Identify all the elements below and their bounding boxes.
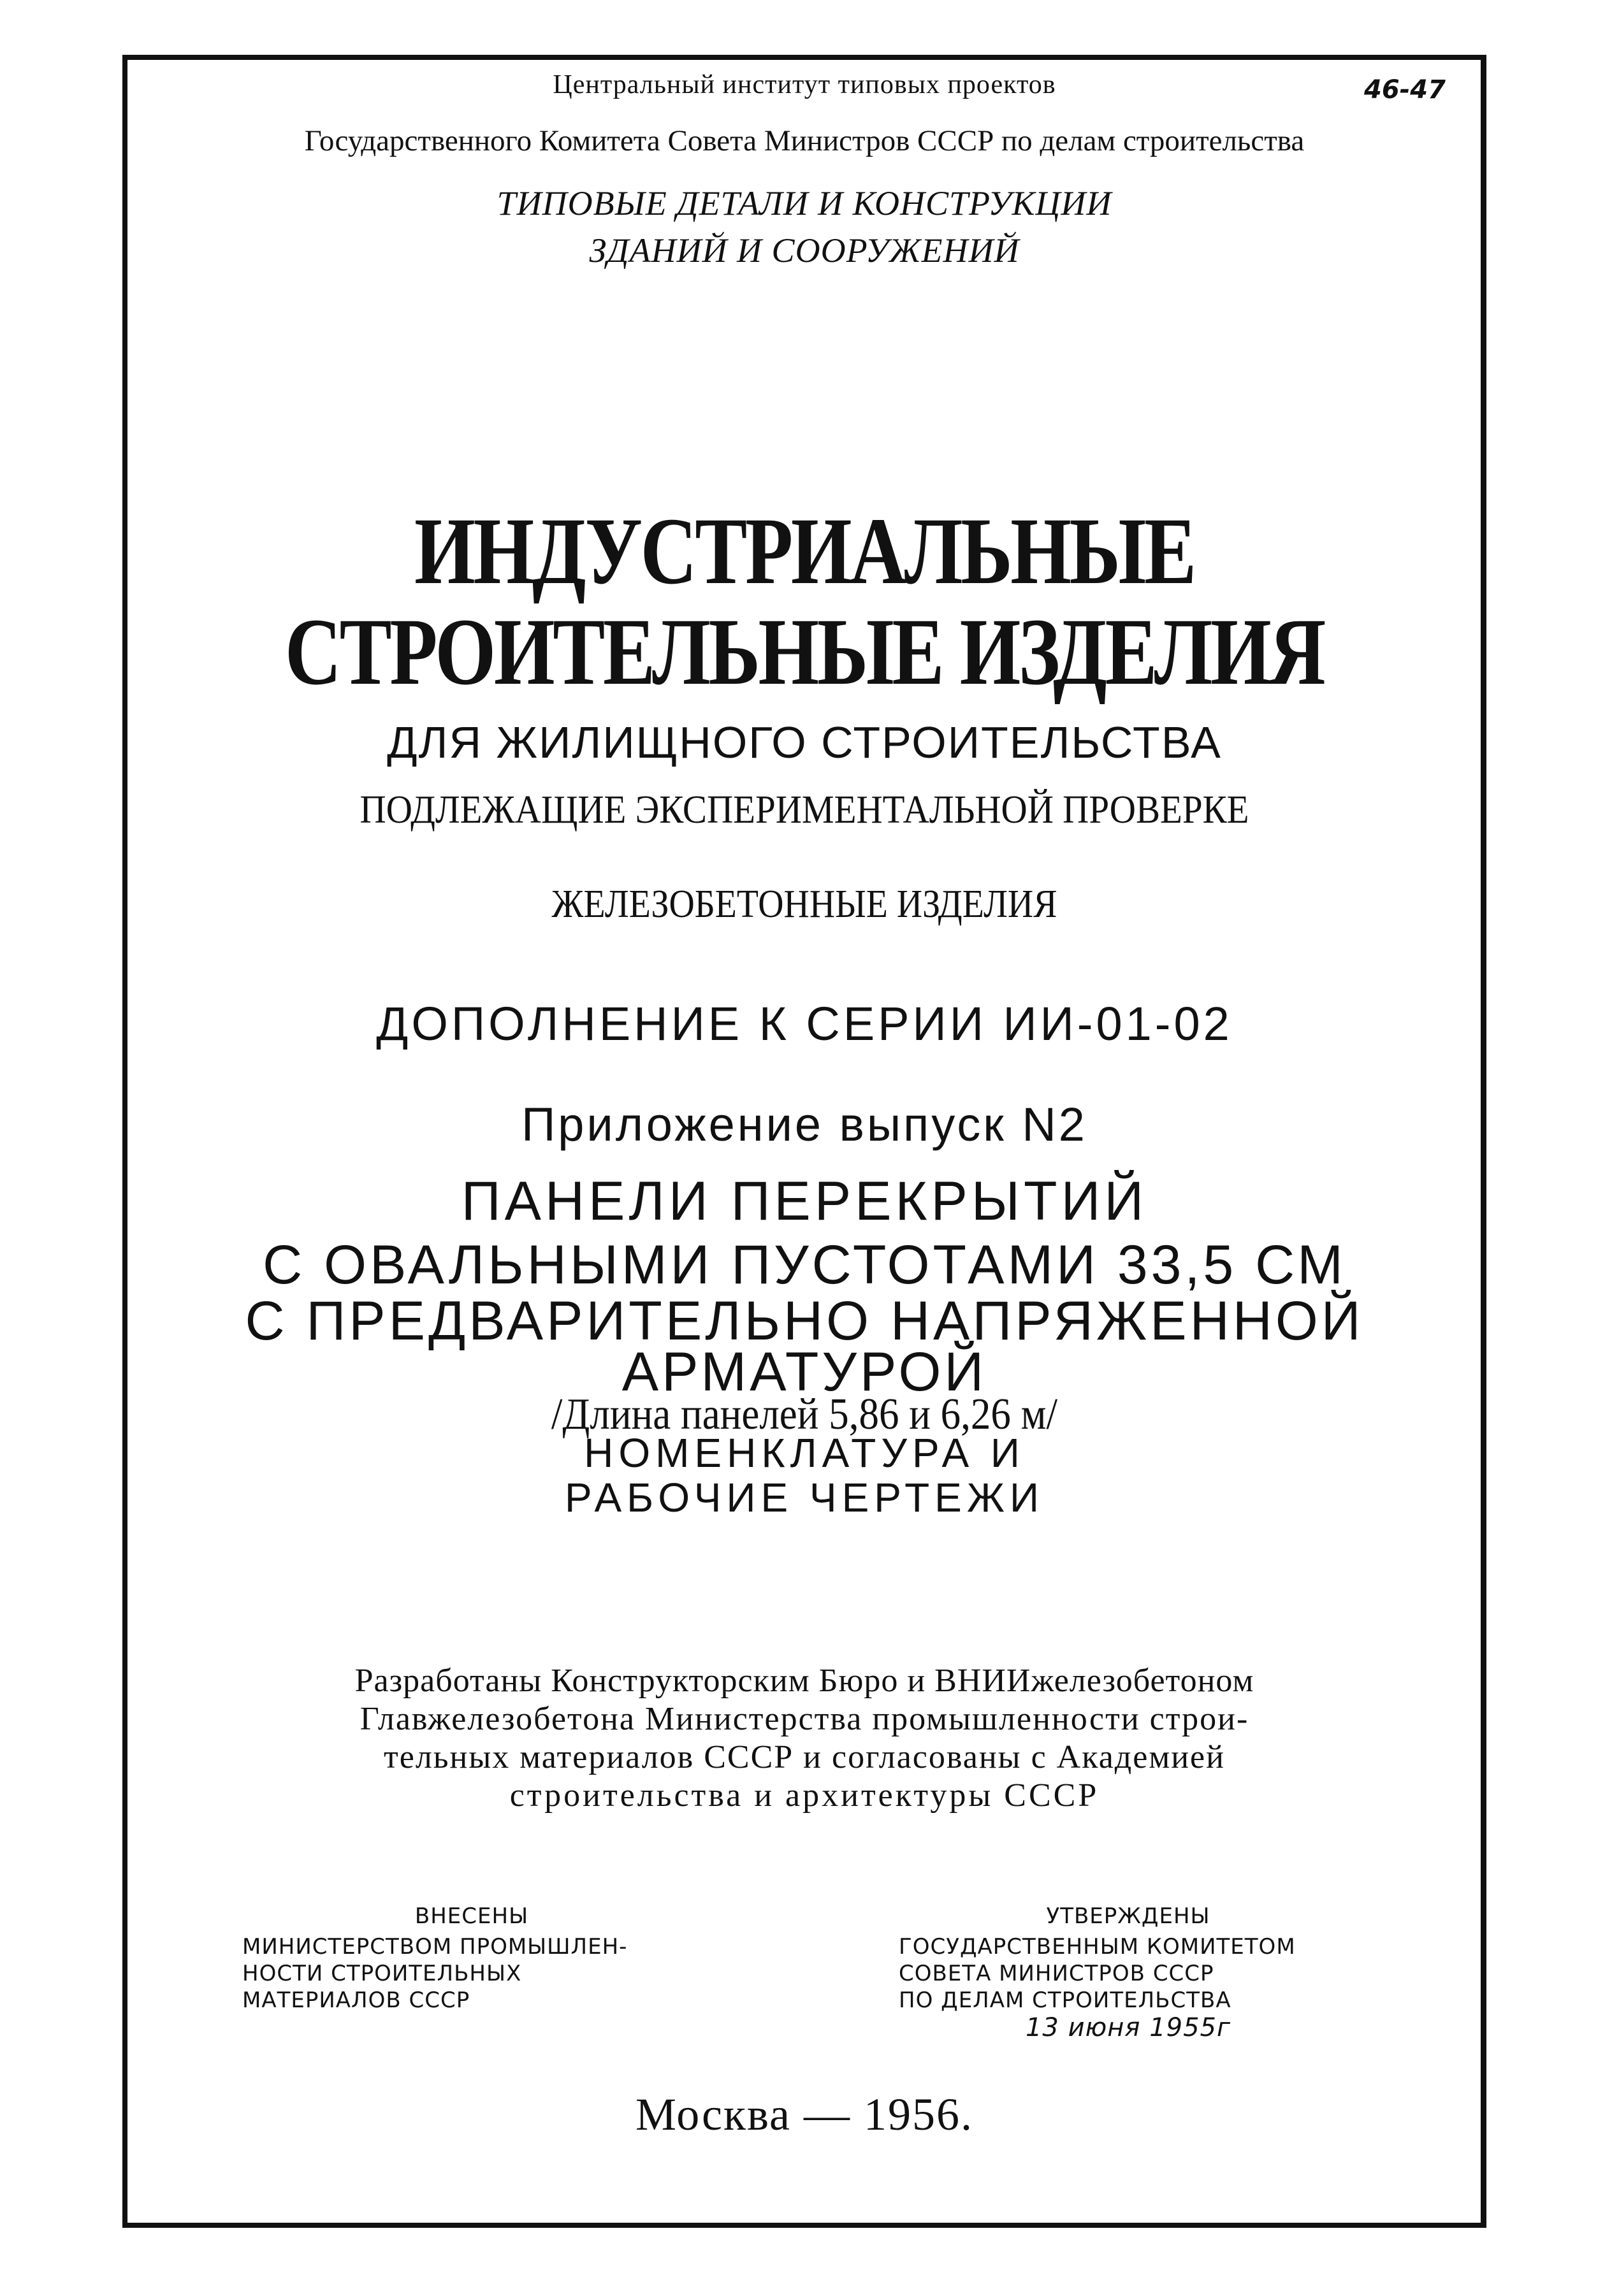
approved-block <box>899 1905 1358 2040</box>
approved-line-2: СОВЕТА МИНИСТРОВ СССР <box>899 1961 1214 1986</box>
subtitle-line-2: ПОДЛЕЖАЩИЕ ЭКСПЕРИМЕНТАЛЬНОЙ ПРОВЕРКЕ <box>359 788 1249 832</box>
submitted-line-3: МАТЕРИАЛОВ СССР <box>242 1988 470 2013</box>
subject-line-1: ТИПОВЫЕ ДЕТАЛИ И КОНСТРУКЦИИ <box>497 184 1112 222</box>
developed-by-line-2: Главжелезобетона Министерства промышленности строи- <box>359 1701 1249 1737</box>
product-line-1: ПАНЕЛИ ПЕРЕКРЫТИЙ <box>461 1171 1148 1232</box>
place-and-year: Москва — 1956. <box>635 2089 973 2140</box>
sheet-number: 46-47 <box>1364 75 1446 105</box>
main-title-line-2: СТРОИТЕЛЬНЫЕ ИЗДЕЛИЯ <box>285 599 1324 705</box>
appendix-title: Приложение выпуск N2 <box>521 1098 1087 1151</box>
product-line-5: /Длина панелей 5,86 и 6,26 м/ <box>551 1390 1058 1439</box>
submitted-heading: ВНЕСЕНЫ <box>414 1903 529 1929</box>
submitted-line-1: МИНИСТЕРСТВОМ ПРОМЫШЛЕН- <box>242 1934 628 1960</box>
main-title-line-1: ИНДУСТРИАЛЬНЫЕ <box>414 498 1194 604</box>
product-line-6: НОМЕНКЛАТУРА И <box>584 1430 1025 1476</box>
developed-by-line-1: Разработаны Конструкторским Бюро и ВНИИжелезобетоном <box>354 1663 1254 1699</box>
developed-by-line-4: строительства и архитектуры СССР <box>509 1777 1100 1814</box>
category-title: ЖЕЛЕЗОБЕТОННЫЕ ИЗДЕЛИЯ <box>551 883 1057 926</box>
series-title: ДОПОЛНЕНИЕ К СЕРИИ ИИ-01-02 <box>376 997 1233 1050</box>
product-line-2: С ОВАЛЬНЫМИ ПУСТОТАМИ 33,5 СМ <box>263 1234 1346 1296</box>
product-line-4: АРМАТУРОЙ <box>621 1341 987 1403</box>
approved-line-1: ГОСУДАРСТВЕННЫМ КОМИТЕТОМ <box>899 1934 1296 1960</box>
developed-by-line-3: тельных материалов СССР и согласованы с Академией <box>384 1739 1225 1775</box>
subtitle-line-1: ДЛЯ ЖИЛИЩНОГО СТРОИТЕЛЬСТВА <box>387 718 1222 767</box>
approved-heading: УТВЕРЖДЕНЫ <box>1046 1903 1210 1929</box>
submitted-block <box>242 1905 701 2011</box>
product-line-7: РАБОЧИЕ ЧЕРТЕЖИ <box>565 1475 1044 1520</box>
approved-date: 13 июня 1955г <box>1025 2013 1231 2042</box>
institute-name: Центральный институт типовых проектов <box>553 70 1056 99</box>
submitted-line-2: НОСТИ СТРОИТЕЛЬНЫХ <box>242 1961 522 1986</box>
approved-line-3: ПО ДЕЛАМ СТРОИТЕЛЬСТВА <box>899 1988 1231 2013</box>
product-line-3: С ПРЕДВАРИТЕЛЬНО НАПРЯЖЕННОЙ <box>245 1290 1364 1352</box>
subject-line-2: ЗДАНИЙ И СООРУЖЕНИЙ <box>589 231 1020 270</box>
committee-name: Государственного Комитета Совета Министров СССР по делам строительства <box>304 124 1305 157</box>
